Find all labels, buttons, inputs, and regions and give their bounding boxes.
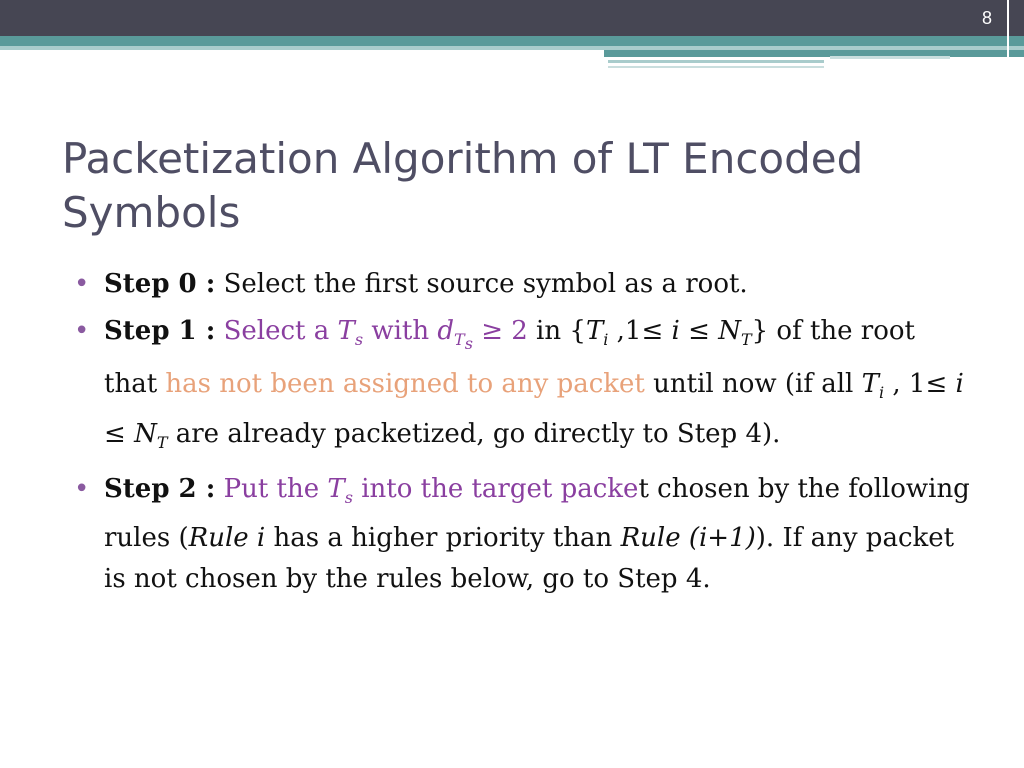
accent-line xyxy=(830,56,950,59)
accent-line xyxy=(608,60,824,63)
list-item: • Step 2 : Put the $T_s$ into the target packet chosen by the following rules (Rule i has a higher priority than Rule (i+1)). If any packet is not chosen by the rules below, go to Step 4. xyxy=(74,469,974,600)
bullet-icon: • xyxy=(74,473,90,504)
step-text: Put the $T_s$ into the target packe xyxy=(215,473,639,507)
list-item xyxy=(74,264,974,305)
header-bar xyxy=(0,0,1024,36)
step-label: Step 2 : xyxy=(104,473,216,504)
step-label: Step 1 : xyxy=(104,316,216,346)
step-text: Select the first source symbol as a root. xyxy=(223,269,748,299)
bullet-icon: • xyxy=(74,269,90,299)
step-label: Step 0 : xyxy=(104,269,216,299)
accent-stripe xyxy=(0,36,1024,46)
step-text: Select a $T_s$ with $d_{T_s} \ge 2$ xyxy=(223,316,528,354)
accent-bar xyxy=(604,50,1024,57)
slide-title: Packetization Algorithm of LT Encoded Symbols xyxy=(62,134,864,237)
highlight-text: has not been assigned to any packet xyxy=(165,369,645,400)
list-item: • Step 1 : Select a $T_s$ with $d_{T_s} \ge 2$ in {$T_i$ $,1\le i \le N_T$} of the root that has not been assigned to any packet until now (if all $T_i$ , $1\le i \le N_T$ are already packetized, go directly to Step 4). xyxy=(74,311,974,463)
bullet-icon: • xyxy=(74,316,90,346)
slide-body xyxy=(74,264,974,606)
page-number: 8 xyxy=(981,8,992,28)
divider-line xyxy=(1007,0,1009,70)
accent-line xyxy=(608,66,824,68)
